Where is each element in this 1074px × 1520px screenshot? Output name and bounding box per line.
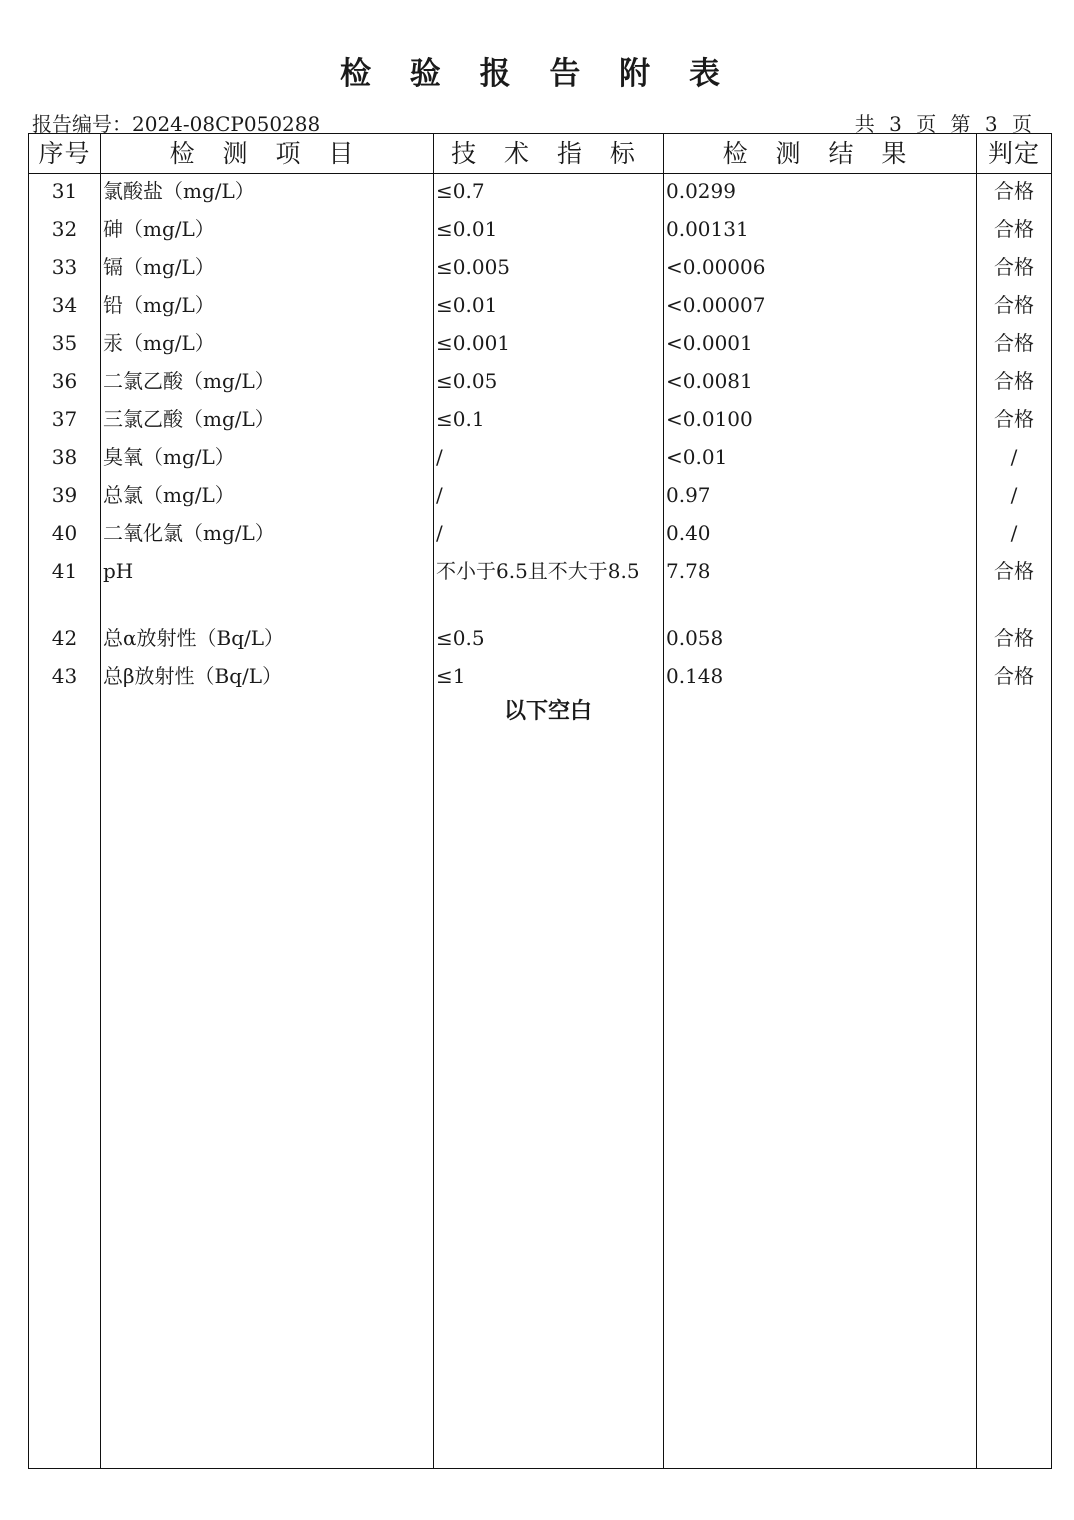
row-item: 二氯乙酸（mg/L） [103, 369, 275, 393]
row-judge: 合格 [994, 559, 1034, 583]
row-item: 总β放射性（Bq/L） [103, 664, 283, 688]
row-number: 34 [51, 293, 78, 317]
header-divider [29, 173, 1051, 174]
row-item: 二氧化氯（mg/L） [103, 521, 275, 545]
row-judge: 合格 [994, 217, 1034, 241]
column-divider [100, 134, 101, 1468]
header-item: 检 测 项 目 [169, 139, 364, 168]
row-result: <0.0081 [666, 369, 753, 393]
row-result: 0.40 [666, 521, 711, 545]
row-item: 砷（mg/L） [103, 217, 215, 241]
row-result: <0.0100 [666, 407, 753, 431]
row-number: 39 [51, 483, 78, 507]
row-number: 31 [51, 179, 78, 203]
report-title: 检 验 报 告 附 表 [340, 56, 734, 92]
row-spec: ≤0.7 [436, 179, 485, 203]
row-result: 0.0299 [666, 179, 736, 203]
row-judge: 合格 [994, 626, 1034, 650]
row-judge: / [1010, 483, 1018, 507]
row-number: 32 [51, 217, 78, 241]
column-divider [663, 134, 664, 1468]
row-result: 0.00131 [666, 217, 749, 241]
row-spec: ≤0.01 [436, 293, 498, 317]
row-item: 铅（mg/L） [103, 293, 215, 317]
page-info: 共 3 页 第 3 页 [854, 112, 1036, 136]
row-spec: ≤0.01 [436, 217, 498, 241]
row-result: 0.97 [666, 483, 711, 507]
row-judge: 合格 [994, 255, 1034, 279]
row-judge: 合格 [994, 293, 1034, 317]
row-spec: / [436, 445, 443, 469]
header-judge: 判定 [987, 139, 1040, 168]
header-spec: 技 术 指 标 [451, 139, 645, 168]
row-result: 0.148 [666, 664, 724, 688]
row-result: <0.00006 [666, 255, 766, 279]
row-result: 7.78 [666, 559, 711, 583]
row-judge: / [1010, 445, 1018, 469]
row-spec: ≤0.1 [436, 407, 485, 431]
row-number: 41 [51, 559, 78, 583]
header-result: 检 测 结 果 [722, 139, 917, 168]
row-spec: ≤0.05 [436, 369, 498, 393]
row-judge: / [1010, 521, 1018, 545]
row-judge: 合格 [994, 369, 1034, 393]
header-no: 序号 [38, 139, 91, 168]
row-spec: ≤1 [436, 664, 466, 688]
row-number: 36 [51, 369, 78, 393]
row-judge: 合格 [994, 664, 1034, 688]
row-result: <0.01 [666, 445, 728, 469]
row-judge: 合格 [994, 331, 1034, 355]
row-number: 35 [51, 331, 78, 355]
row-spec: ≤0.005 [436, 255, 511, 279]
row-judge: 合格 [994, 179, 1034, 203]
row-item: 三氯乙酸（mg/L） [103, 407, 275, 431]
row-item: 总α放射性（Bq/L） [103, 626, 285, 650]
row-number: 42 [51, 626, 78, 650]
row-item: 汞（mg/L） [103, 331, 215, 355]
row-item: 氯酸盐（mg/L） [103, 179, 255, 203]
row-result: 0.058 [666, 626, 724, 650]
row-number: 37 [51, 407, 78, 431]
row-judge: 合格 [994, 407, 1034, 431]
row-result: <0.00007 [666, 293, 766, 317]
row-number: 38 [51, 445, 78, 469]
blank-note: 以下空白 [503, 699, 592, 724]
row-result: <0.0001 [666, 331, 753, 355]
row-item: pH [103, 559, 134, 583]
row-item: 总氯（mg/L） [103, 483, 235, 507]
row-number: 43 [51, 664, 78, 688]
row-spec: ≤0.001 [436, 331, 511, 355]
row-number: 33 [51, 255, 78, 279]
row-spec: 不小于6.5且不大于8.5 [436, 559, 640, 583]
column-divider [433, 134, 434, 1468]
row-item: 镉（mg/L） [103, 255, 215, 279]
report-number: 报告编号：2024-08CP050288 [32, 112, 321, 136]
results-table [28, 133, 1052, 1469]
row-item: 臭氧（mg/L） [103, 445, 235, 469]
row-number: 40 [51, 521, 78, 545]
row-spec: / [436, 521, 443, 545]
row-spec: ≤0.5 [436, 626, 485, 650]
row-spec: / [436, 483, 443, 507]
